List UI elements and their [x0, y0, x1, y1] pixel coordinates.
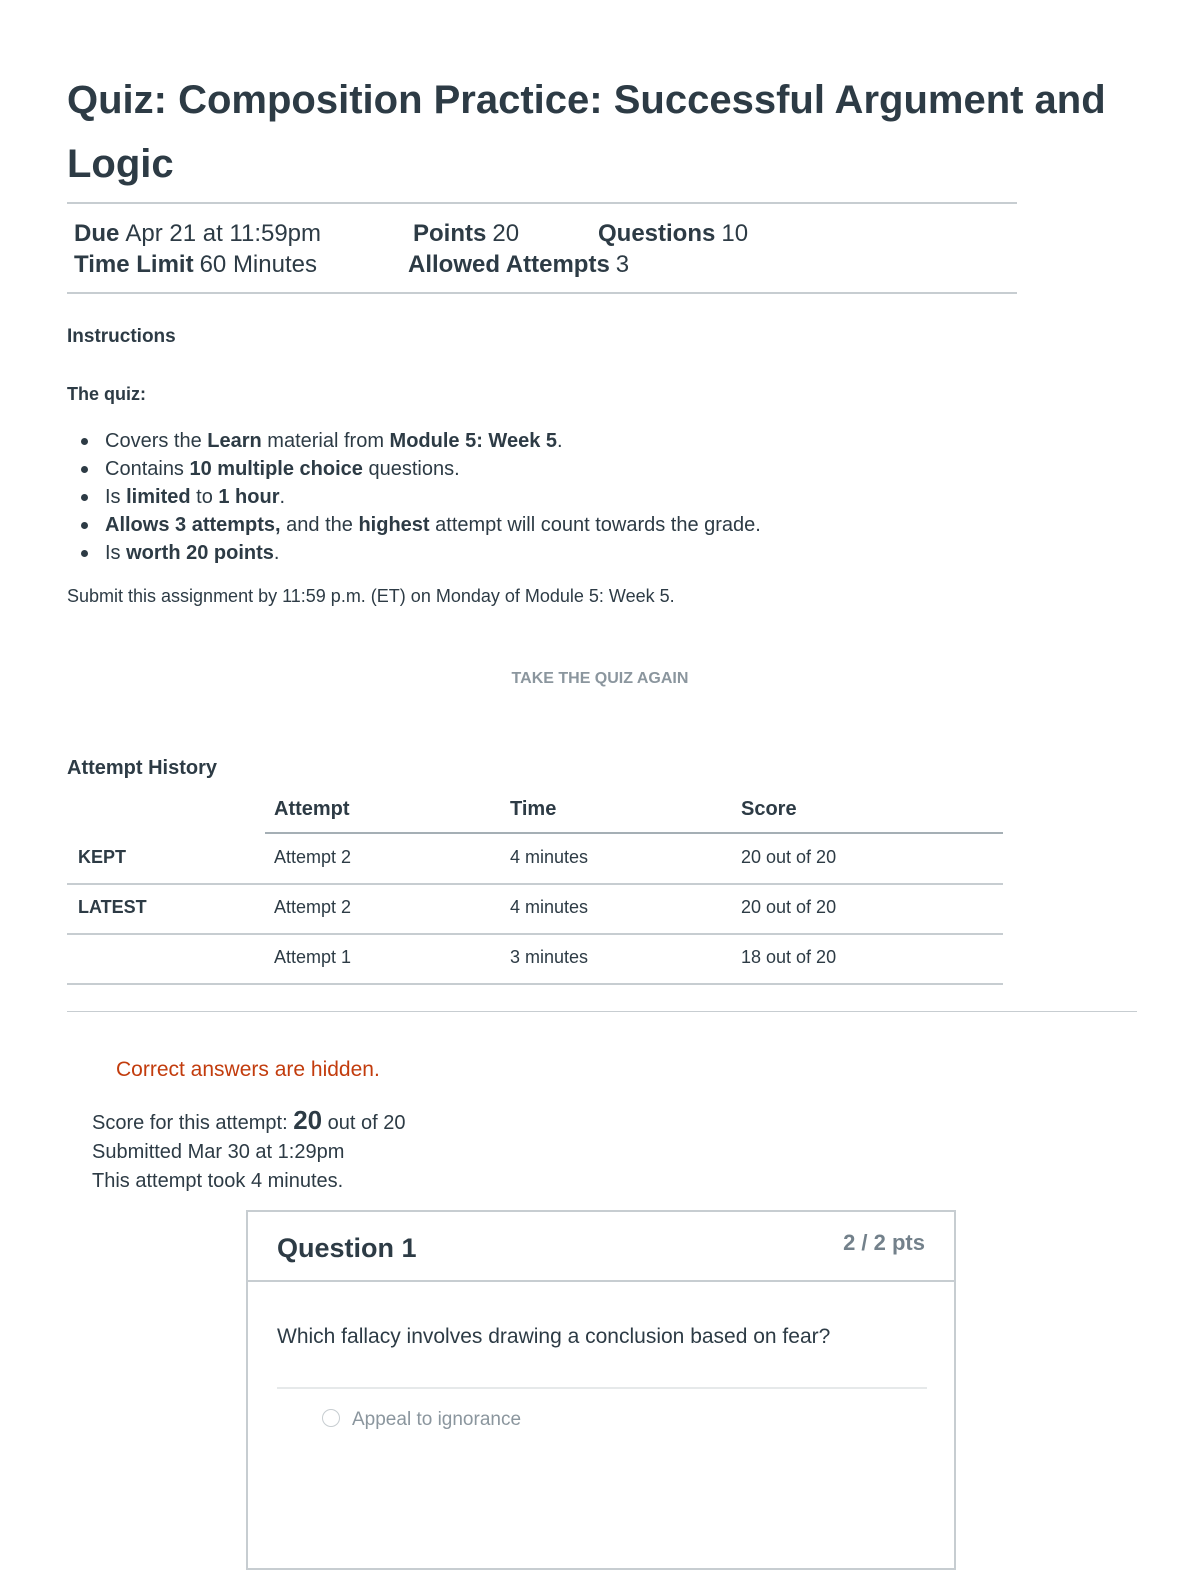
attempt-history-heading: Attempt History	[67, 757, 218, 779]
allowed-attempts-label: Allowed Attempts	[408, 251, 610, 278]
question-card	[246, 1210, 956, 1570]
due-label: Due	[74, 220, 120, 247]
list-item: Covers the Learn material from Module 5: Week 5.	[105, 427, 761, 455]
attempt-time: 4 minutes	[510, 847, 589, 867]
divider	[67, 292, 1017, 294]
column-header-time: Time	[510, 798, 557, 820]
attempt-link[interactable]: Attempt 2	[274, 847, 352, 867]
attempt-table-header	[0, 798, 1200, 828]
attempt-duration: This attempt took 4 minutes.	[92, 1170, 344, 1192]
take-quiz-again-button[interactable]: TAKE THE QUIZ AGAIN	[511, 670, 689, 687]
divider	[277, 1387, 927, 1389]
time-limit	[74, 250, 317, 280]
answer-label: Appeal to ignorance	[352, 1409, 522, 1430]
allowed-attempts	[408, 250, 629, 280]
row-label: LATEST	[78, 897, 147, 917]
table-row	[67, 933, 1003, 985]
question-header	[248, 1212, 954, 1282]
list-item: Is worth 20 points.	[105, 539, 761, 567]
instructions-heading: Instructions	[67, 326, 176, 347]
attempt-score: 20 out of 20	[741, 847, 837, 867]
due-value: Apr 21 at 11:59pm	[125, 220, 322, 247]
submitted-timestamp: Submitted Mar 30 at 1:29pm	[92, 1141, 345, 1163]
question-points: 2 / 2 pts	[843, 1230, 925, 1255]
page-title: Quiz: Composition Practice: Successful Argument and Logic	[67, 78, 1106, 186]
attempt-time: 3 minutes	[510, 947, 589, 967]
attempt-score: 20 out of 20	[741, 897, 837, 917]
list-item: Is limited to 1 hour.	[105, 483, 761, 511]
attempt-time: 4 minutes	[510, 897, 589, 917]
attempt-link[interactable]: Attempt 1	[274, 947, 352, 967]
points	[413, 219, 519, 249]
column-header-score: Score	[741, 798, 797, 820]
divider	[67, 202, 1017, 204]
table-row	[67, 883, 1003, 935]
list-item: Contains 10 multiple choice questions.	[105, 455, 761, 483]
attempt-score-value: 20	[293, 1105, 323, 1135]
questions-label: Questions	[598, 220, 716, 247]
correct-answers-hidden-notice: Correct answers are hidden.	[116, 1058, 380, 1081]
instructions-list	[105, 427, 761, 567]
attempt-score-line: Score for this attempt: 20 out of 20	[92, 1105, 406, 1135]
answer-option[interactable]	[322, 1409, 521, 1431]
section-divider	[67, 1011, 1137, 1012]
points-label: Points	[413, 220, 487, 247]
attempt-score: 18 out of 20	[741, 947, 837, 967]
row-label: KEPT	[78, 847, 127, 867]
attempt-link[interactable]: Attempt 2	[274, 897, 352, 917]
list-item: Allows 3 attempts, and the highest attempt will count towards the grade.	[105, 511, 761, 539]
radio-icon[interactable]	[322, 1409, 340, 1427]
time-limit-label: Time Limit	[74, 251, 194, 278]
instructions-subheading: The quiz:	[67, 384, 146, 404]
attempt-summary	[92, 1106, 406, 1196]
questions-count	[598, 219, 748, 249]
time-limit-value: 60 Minutes	[199, 251, 317, 278]
points-value: 20	[492, 220, 520, 247]
question-title: Question 1	[277, 1233, 417, 1263]
due-date	[74, 219, 321, 249]
questions-value: 10	[721, 220, 749, 247]
question-text: Which fallacy involves drawing a conclusion based on fear?	[277, 1325, 831, 1348]
column-header-attempt: Attempt	[274, 798, 350, 820]
submit-deadline-note: Submit this assignment by 11:59 p.m. (ET) on Monday of Module 5: Week 5.	[67, 586, 675, 606]
allowed-attempts-value: 3	[615, 251, 630, 278]
table-row	[67, 833, 1003, 885]
